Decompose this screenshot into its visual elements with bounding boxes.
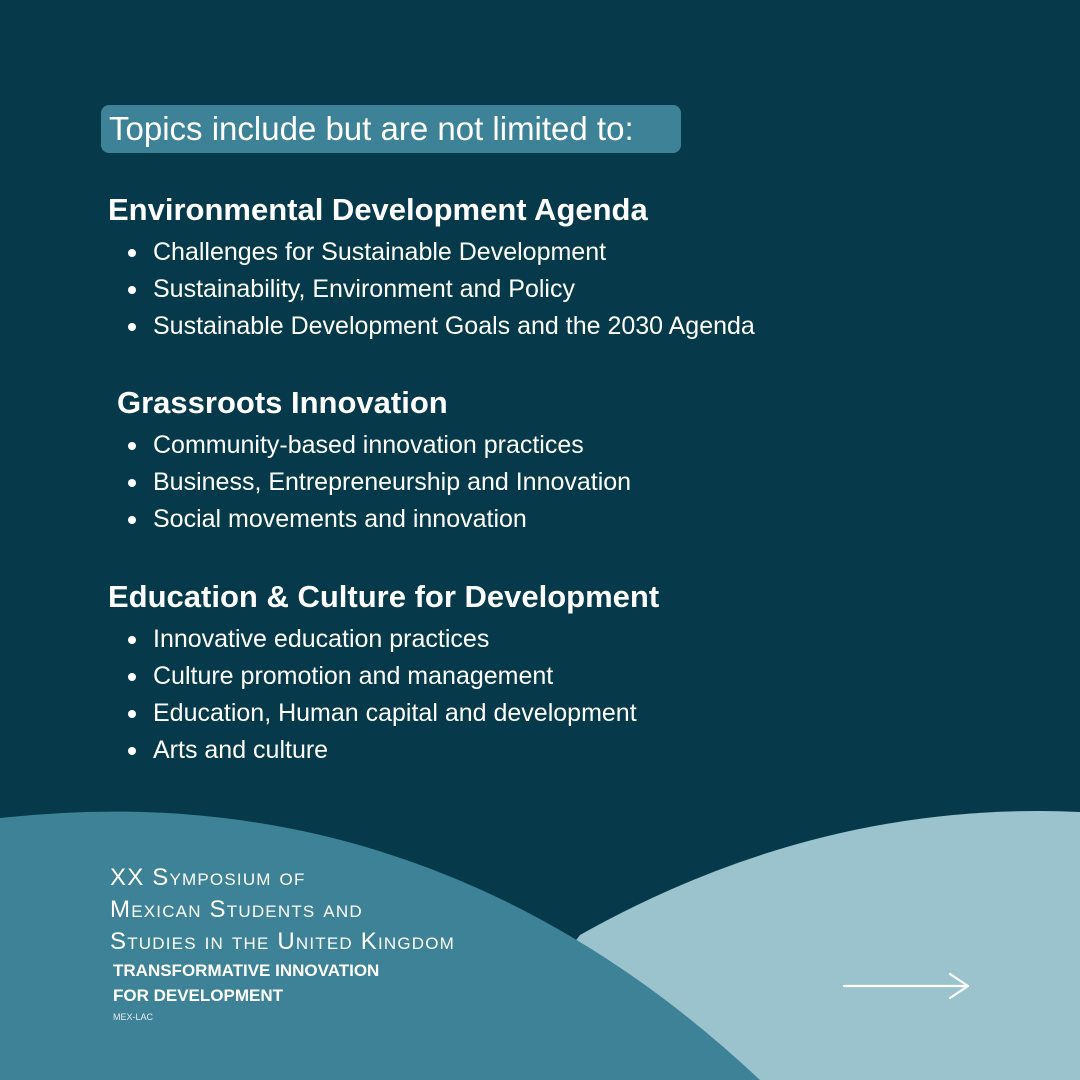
list-item: Innovative education practices: [153, 621, 659, 658]
org-tag: MEX-LAC: [113, 1012, 154, 1022]
list-item: Sustainable Development Goals and the 2030 Agenda: [153, 308, 755, 345]
theme-line: TRANSFORMATIVE INNOVATION: [113, 961, 380, 980]
symposium-line: Mexican Students and: [110, 896, 363, 923]
section-heading: Education & Culture for Development: [108, 579, 660, 614]
section-heading: Grassroots Innovation: [117, 385, 448, 420]
topic-list: [108, 621, 659, 769]
section-heading: Environmental Development Agenda: [108, 192, 648, 227]
list-item: Sustainability, Environment and Policy: [153, 271, 755, 308]
list-item: Social movements and innovation: [153, 501, 631, 538]
list-item: Arts and culture: [153, 732, 659, 769]
symposium-line: XX Symposium of: [110, 864, 306, 891]
list-item: Education, Human capital and development: [153, 695, 659, 732]
footer-branding: [110, 862, 455, 1024]
symposium-line: Studies in the United Kingdom: [110, 928, 456, 955]
section-grassroots: [117, 385, 631, 538]
list-item: Community-based innovation practices: [153, 427, 631, 464]
topic-list: [117, 427, 631, 538]
arrow-right-icon[interactable]: [842, 970, 972, 1002]
topic-list: [108, 234, 755, 345]
topics-header: Topics include but are not limited to:: [101, 105, 681, 153]
theme-line: FOR DEVELOPMENT: [113, 986, 284, 1005]
list-item: Business, Entrepreneurship and Innovation: [153, 464, 631, 501]
list-item: Culture promotion and management: [153, 658, 659, 695]
section-education: [108, 579, 659, 769]
list-item: Challenges for Sustainable Development: [153, 234, 755, 271]
section-environmental: [108, 192, 755, 345]
